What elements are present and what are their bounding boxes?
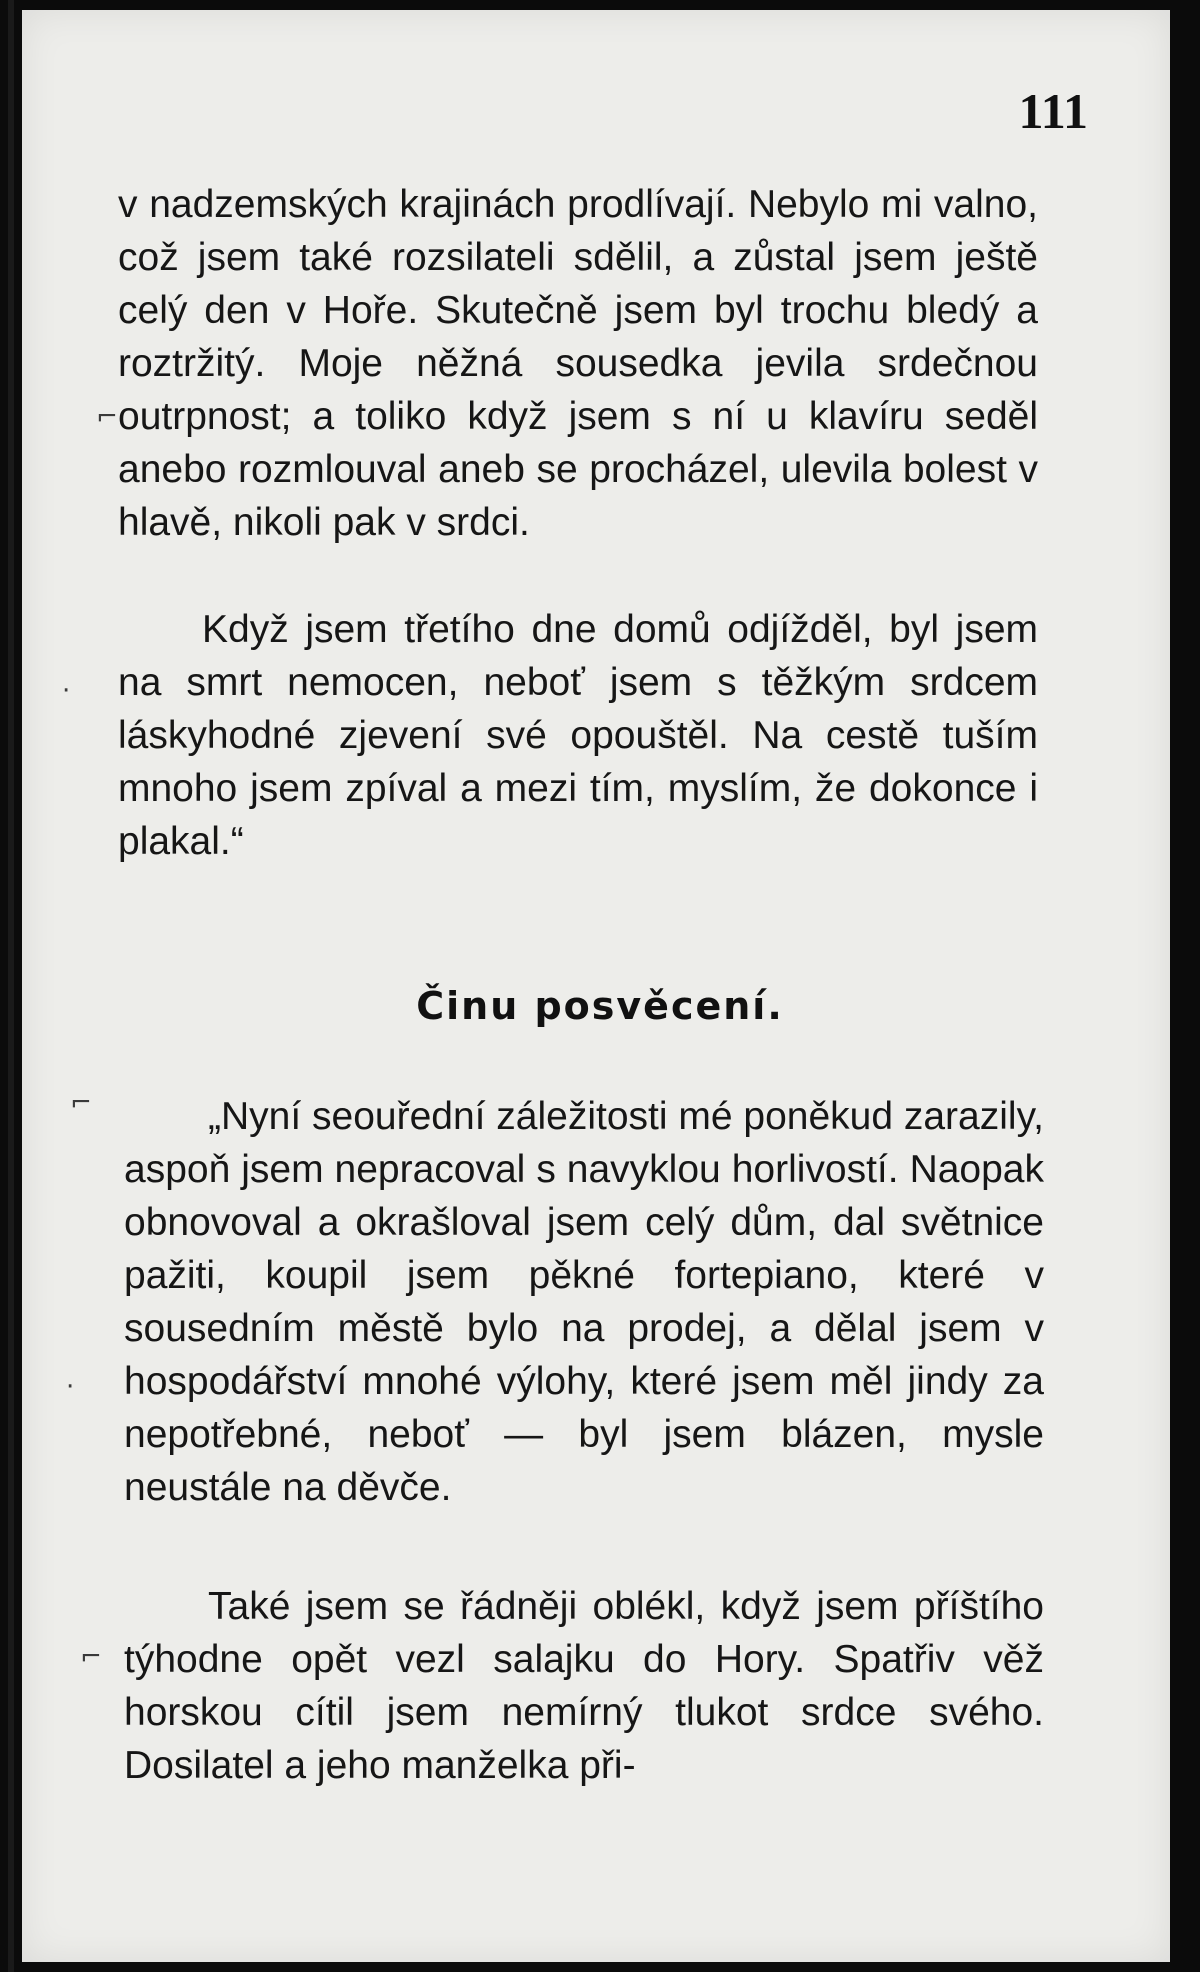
margin-mark-icon: ·: [62, 676, 71, 706]
margin-mark-icon: ·: [66, 1372, 75, 1402]
paragraph-3: „Nyní seouřední záležitosti mé poněkud zarazily, aspoň jsem nepracoval s navyklou horlivostí. Naopak obnovoval a okrašloval jsem celý dům, dal světnice pažiti, koupil jsem pěkné fortepiano, které v sousedním městě bylo na prodej, a dělal jsem v hospodářství mnohé výlohy, které jsem měl jindy za nepotřebné, neboť — byl jsem blázen, mysle neustále na děvče.: [124, 1095, 1045, 1509]
page-number: 111: [1018, 83, 1088, 139]
margin-mark-icon: ⌐: [70, 1088, 92, 1118]
margin-mark-icon: ⌐: [96, 402, 118, 432]
margin-mark-icon: ⌐: [80, 1642, 102, 1672]
paragraph-2: Když jsem třetího dne domů odjížděl, byl jsem na smrt nemocen, neboť jsem s těžkým srdcem láskyhodné zjevení své opouštěl. Na cestě tuším mnoho jsem zpíval a mezi tím, myslím, že dokonce i plakal.“: [118, 608, 1038, 863]
paragraph-1: v nadzemských krajinách prodlívají. Nebylo mi valno, což jsem také rozsilateli sdělil, a zůstal jsem ještě celý den v Hoře. Skutečně jsem byl trochu bledý a roztržitý. Moje něžná sousedka jevila srdečnou outrpnost; a toliko když jsem s ní u klavíru seděl anebo rozmlouval aneb se procházel, ulevila bolest v hlavě, nikoli pak v srdci.: [118, 183, 1038, 544]
paragraph-4: Také jsem se řádněji oblékl, když jsem příštího týhodne opět vezl salajku do Hory. Spatřiv věž horskou cítil jsem nemírný tlukot srdce svého. Dosilatel a jeho manželka při-: [124, 1585, 1044, 1787]
section-heading: Činu posvěcení.: [416, 984, 784, 1028]
